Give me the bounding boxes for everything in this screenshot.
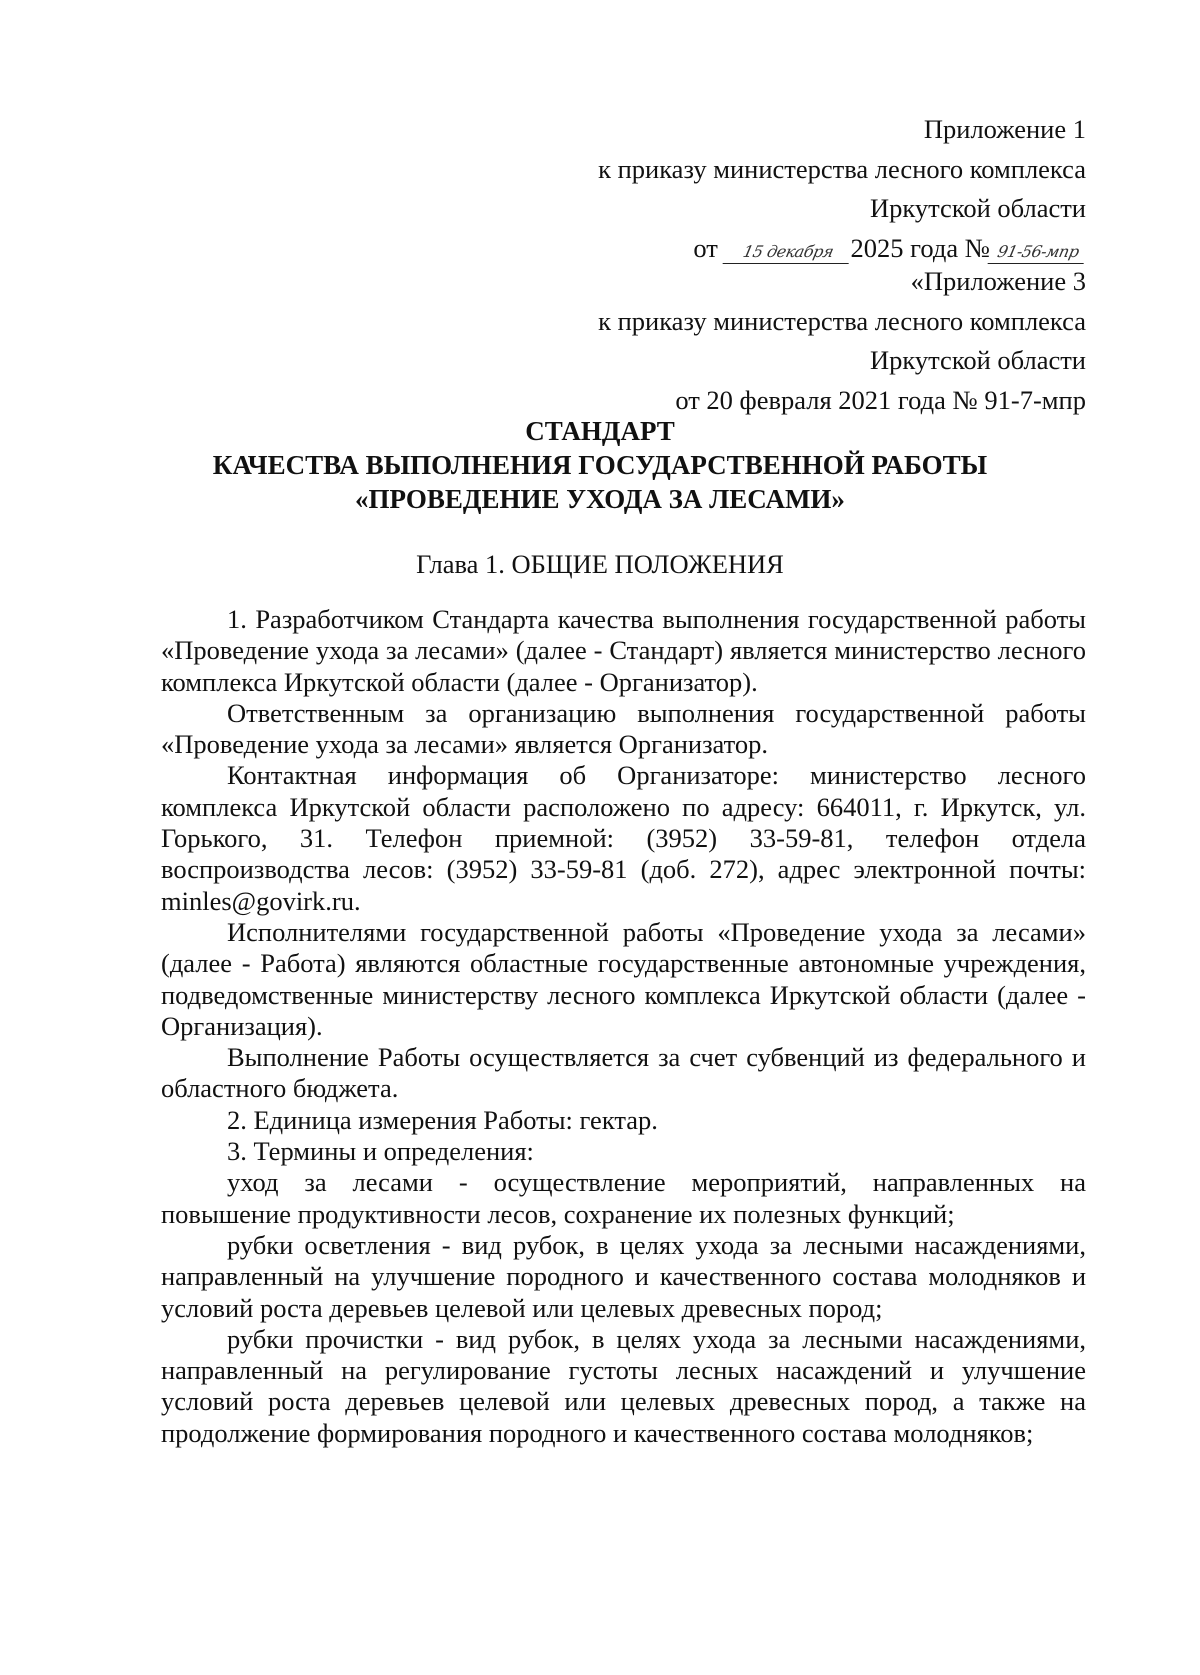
paragraph: Контактная информация об Организаторе: министерство лесного комплекса Иркутской области расположено по адресу: 664011, г. Иркутск, ул. Горького, 31. Телефон приемной: (3952) 33-59-81, телефон отдела воспроизводства лесов: (3952) 33-59-81 (доб. 272), адрес электронной почты: minles@govirk.ru. xyxy=(161,760,1086,916)
paragraph: Выполнение Работы осуществляется за счет субвенций из федерального и областного бюджета. xyxy=(161,1042,1086,1104)
paragraph: Исполнителями государственной работы «Проведение ухода за лесами» (далее - Работа) являются областные государственные автономные учреждения, подведомственные министерству лесного комплекса Иркутской области (далее - Организация). xyxy=(161,916,1086,1041)
date-year: 2025 года № xyxy=(850,232,990,263)
appendix-1-order-ref: к приказу министерства лесного комплекса xyxy=(598,153,1086,184)
paragraph: 3. Термины и определения: xyxy=(227,1136,534,1167)
paragraph: 1. Разработчиком Стандарта качества выполнения государственной работы «Проведение ухода за лесами» (далее - Стандарт) является министерство лесного комплекса Иркутской области (далее - Организатор). xyxy=(161,604,1086,697)
appendix-3-title: «Приложение 3 xyxy=(910,266,1086,296)
appendix-3-date: от 20 февраля 2021 года № 91-7-мпр xyxy=(675,384,1086,415)
title-line-3: «ПРОВЕДЕНИЕ УХОДА ЗА ЛЕСАМИ» xyxy=(355,484,845,514)
handwritten-date: 15 декабря xyxy=(722,241,853,264)
paragraph: 2. Единица измерения Работы: гектар. xyxy=(227,1104,658,1135)
appendix-3-header xyxy=(598,262,1086,420)
paragraph: рубки прочистки - вид рубок, в целях ухода за лесными насаждениями, направленный на регулирование густоты лесных насаждений и улучшение условий роста деревьев целевой или целевых древесных пород, а также на продолжение формирования породного и качественного состава молодняков; xyxy=(161,1323,1086,1448)
document-title xyxy=(0,414,1200,516)
appendix-1-title: Приложение 1 xyxy=(923,114,1086,144)
date-prefix: от xyxy=(693,232,718,263)
appendix-3-order-ref: к приказу министерства лесного комплекса xyxy=(598,305,1086,336)
title-line-1: СТАНДАРТ xyxy=(525,416,675,446)
chapter-heading: Глава 1. ОБЩИЕ ПОЛОЖЕНИЯ xyxy=(416,549,784,579)
title-line-2: КАЧЕСТВА ВЫПОЛНЕНИЯ ГОСУДАРСТВЕННОЙ РАБОТЫ xyxy=(212,450,988,480)
document-body xyxy=(161,604,1086,1449)
paragraph: рубки осветления - вид рубок, в целях ухода за лесными насаждениями, направленный на улучшение породного и качественного состава молодняков и условий роста деревьев целевой или целевых древесных пород; xyxy=(161,1229,1086,1323)
handwritten-order-number: 91-56-мпр xyxy=(988,241,1089,264)
paragraph: Ответственным за организацию выполнения государственной работы «Проведение ухода за лесами» является Организатор. xyxy=(161,697,1086,760)
appendix-1-region: Иркутской области xyxy=(870,193,1086,223)
paragraph: уход за лесами - осуществление мероприятий, направленных на повышение продуктивности лесов, сохранение их полезных функций; xyxy=(161,1167,1086,1229)
appendix-1-header xyxy=(598,110,1086,268)
appendix-3-region: Иркутской области xyxy=(870,345,1086,375)
